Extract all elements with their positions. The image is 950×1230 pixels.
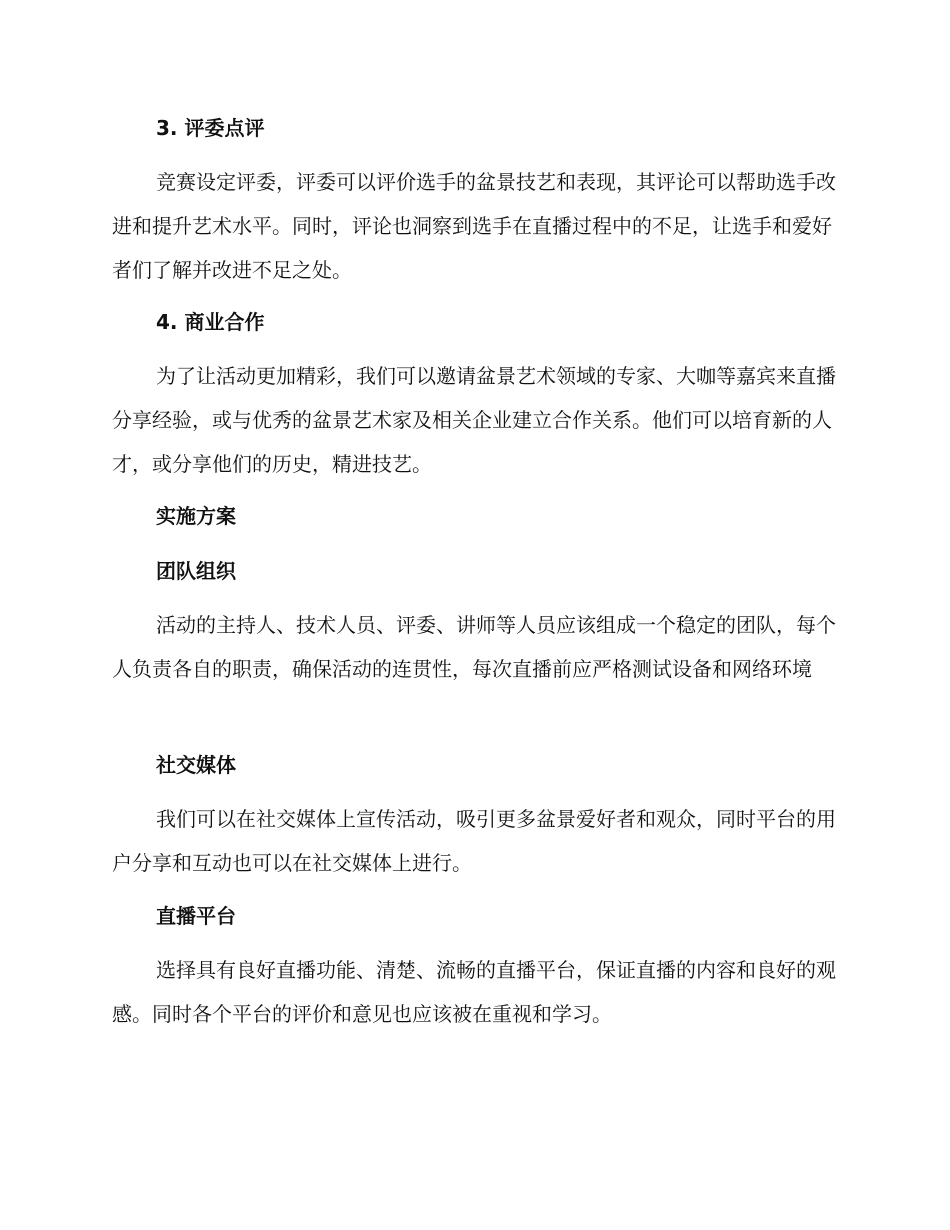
heading-team-organization: 团队组织: [156, 559, 236, 583]
heading-implementation-plan: 实施方案: [156, 504, 236, 528]
paragraph-business-cooperation: 为了让活动更加精彩，我们可以邀请盆景艺术领域的专家、大咖等嘉宾来直播分享经验，或与优秀的盆景艺术家及相关企业建立合作关系。他们可以培育新的人才，或分享他们的历史，精进技艺。: [112, 364, 836, 476]
heading-business-cooperation: 4. 商业合作: [156, 310, 265, 334]
heading-live-platform: 直播平台: [156, 904, 236, 928]
paragraph-live-platform: 选择具有良好直播功能、清楚、流畅的直播平台，保证直播的内容和良好的观感。同时各个平台的评价和意见也应该被在重视和学习。: [112, 958, 836, 1026]
paragraph-social-media: 我们可以在社交媒体上宣传活动，吸引更多盆景爱好者和观众，同时平台的用户分享和互动也可以在社交媒体上进行。: [112, 807, 836, 875]
heading-social-media: 社交媒体: [156, 753, 236, 777]
paragraph-judges-review: 竞赛设定评委，评委可以评价选手的盆景技艺和表现，其评论可以帮助选手改进和提升艺术水平。同时，评论也洞察到选手在直播过程中的不足，让选手和爱好者们了解并改进不足之处。: [112, 170, 836, 282]
heading-judges-review: 3. 评委点评: [156, 116, 265, 140]
paragraph-team-organization: 活动的主持人、技术人员、评委、讲师等人员应该组成一个稳定的团队，每个人负责各自的职责，确保活动的连贯性，每次直播前应严格测试设备和网络环境: [112, 613, 836, 681]
